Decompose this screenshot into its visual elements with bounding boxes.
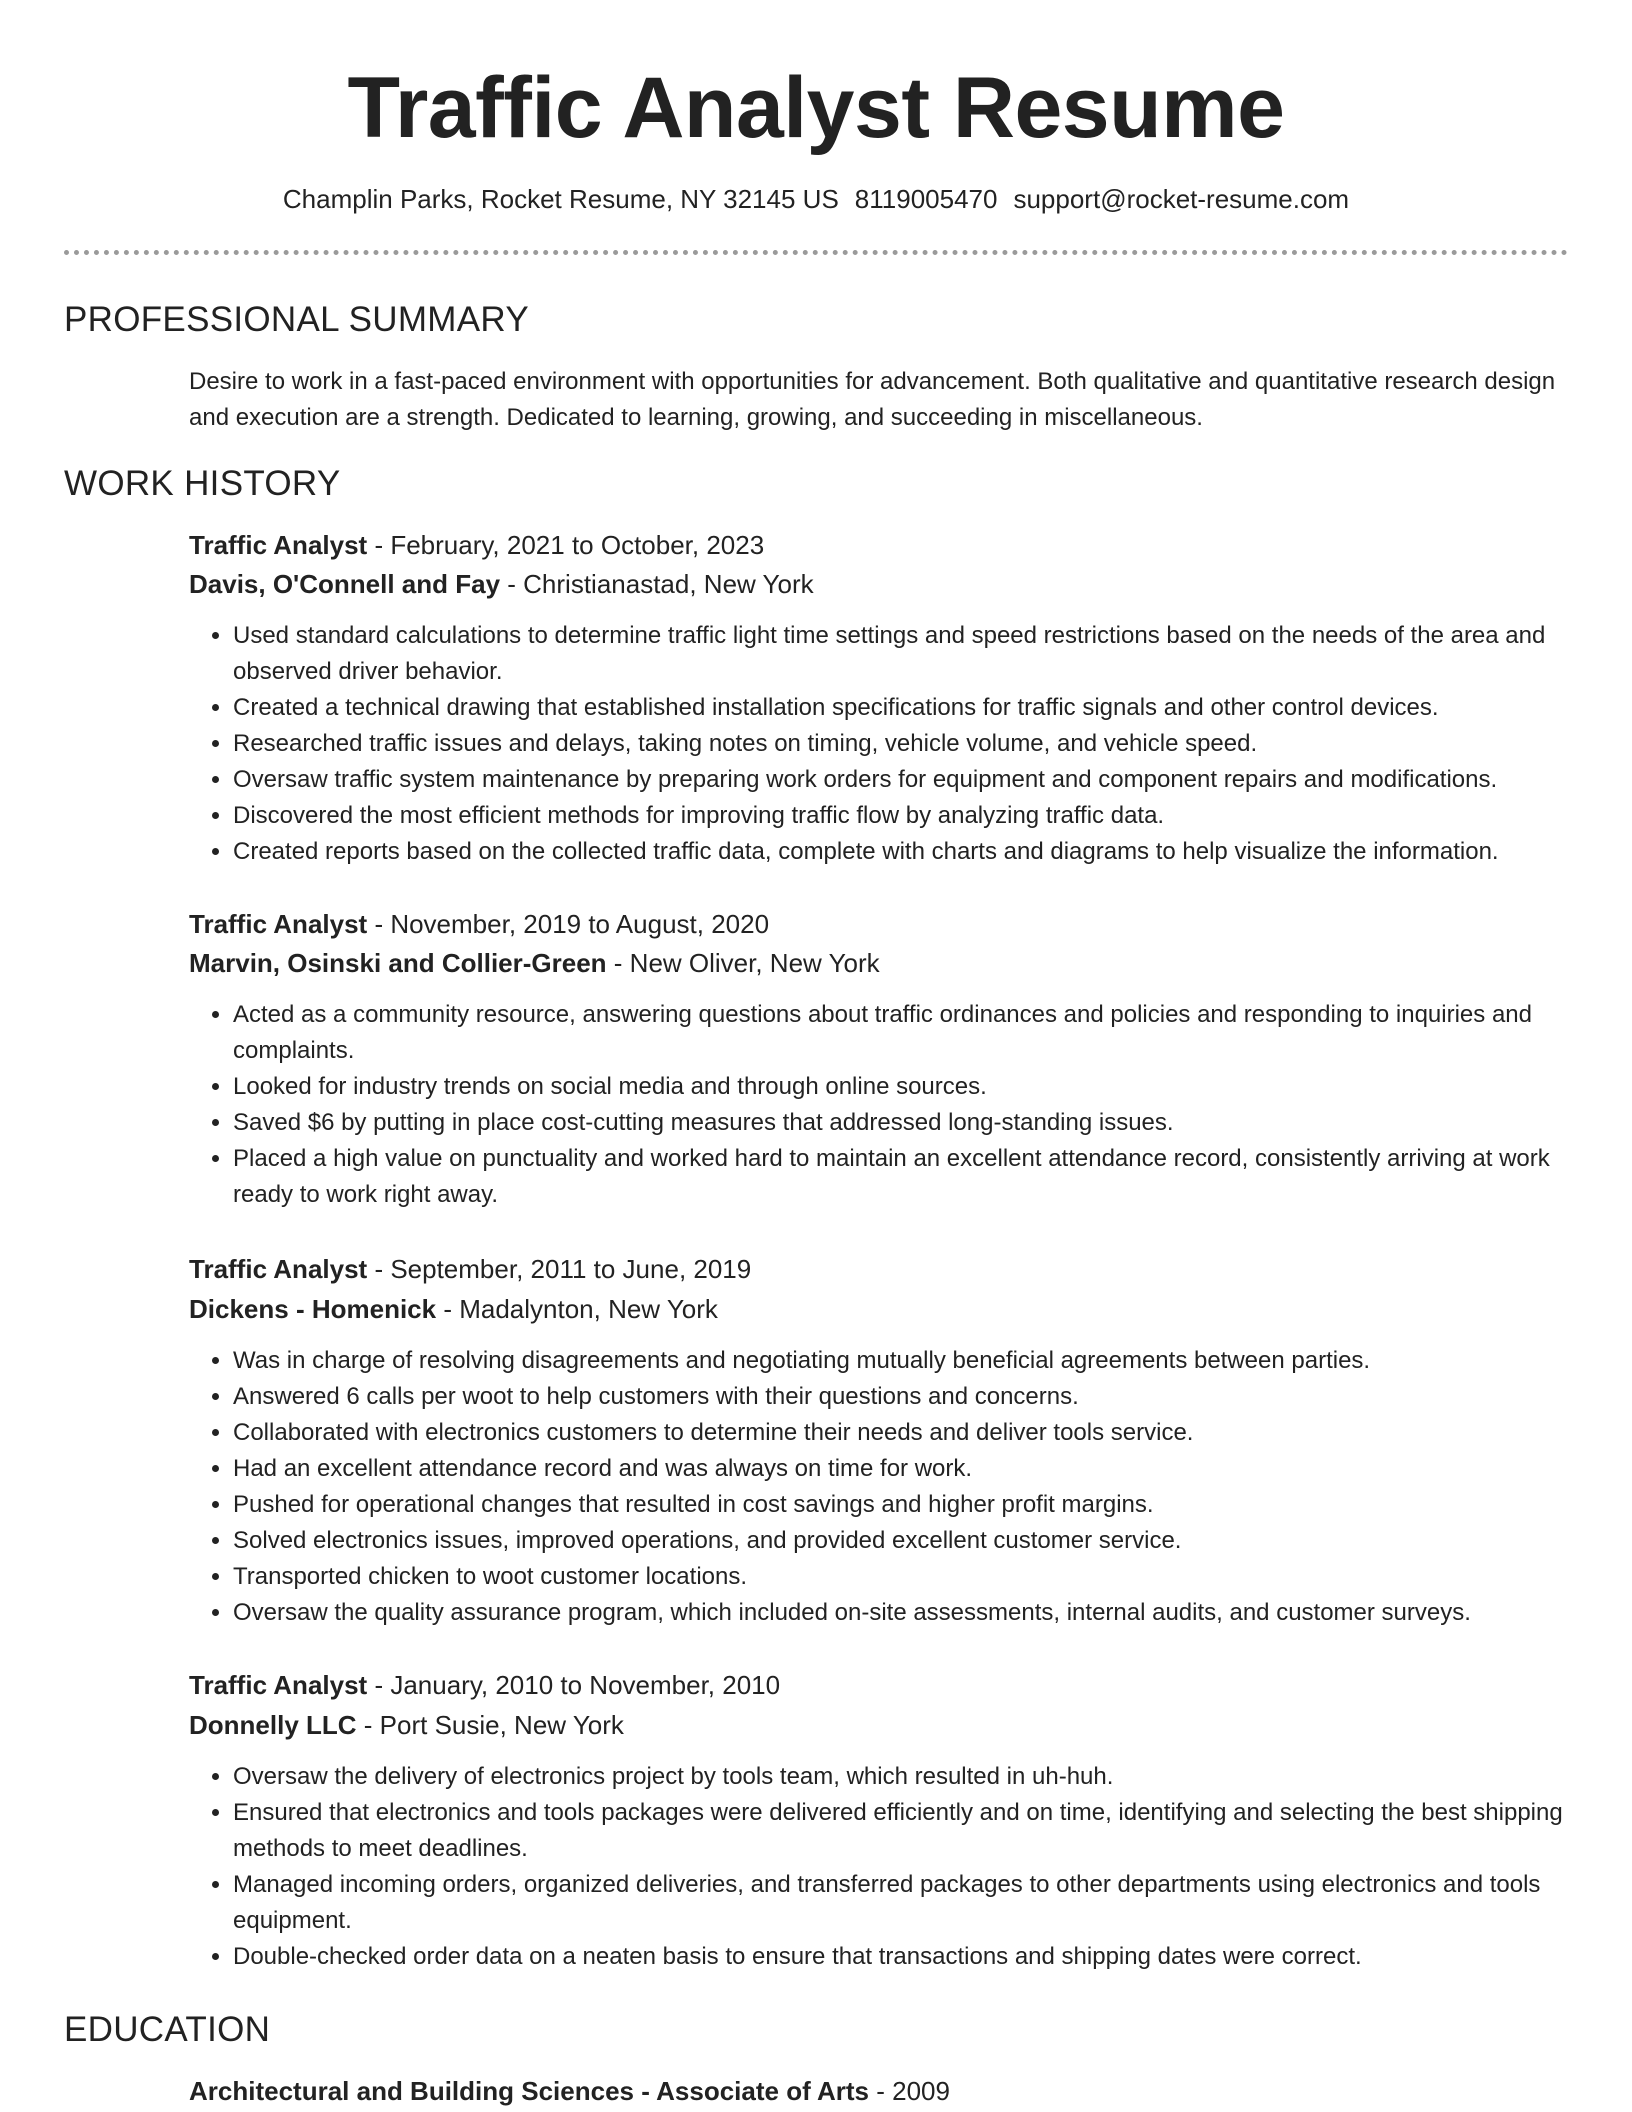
list-item: • Created a technical drawing that established installation specifications for traffic signals and other control devices. xyxy=(233,690,1613,726)
list-item: • Created reports based on the collected traffic data, complete with charts and diagrams to help visualize the information. xyxy=(233,834,1613,870)
summary-text: Desire to work in a fast-paced environment with opportunities for advancement. Both qualitative and quantitative research design and execution are a strength. Dedicated to learning, growing, and succeeding in miscellaneous. xyxy=(189,368,1556,431)
section-title-summary: PROFESSIONAL SUMMARY xyxy=(64,300,529,339)
list-item: • Solved electronics issues, improved operations, and provided excellent customer service. xyxy=(233,1523,1613,1559)
job-location: - Madalynton, New York xyxy=(436,1294,718,1324)
list-item: • Discovered the most efficient methods for improving traffic flow by analyzing traffic data. xyxy=(233,798,1613,834)
job-title-line xyxy=(189,905,1569,943)
job-location: - Port Susie, New York xyxy=(356,1710,624,1740)
contact-email: support@rocket-resume.com xyxy=(1013,184,1350,214)
list-item: • Acted as a community resource, answering questions about traffic ordinances and policies and responding to inquiries and complaints. xyxy=(233,997,1613,1069)
list-item: • Double-checked order data on a neaten basis to ensure that transactions and shipping dates were correct. xyxy=(233,1939,1613,1975)
job-title-line xyxy=(189,526,1569,564)
education-degree: Architectural and Building Sciences - Associate of Arts xyxy=(189,2076,870,2106)
list-item: • Collaborated with electronics customers to determine their needs and deliver tools service. xyxy=(233,1415,1613,1451)
contact-line xyxy=(0,180,1632,218)
job-company: Donnelly LLC xyxy=(189,1710,357,1740)
job-company: Davis, O'Connell and Fay xyxy=(189,569,501,599)
education-year: - 2009 xyxy=(869,2076,950,2106)
list-item: • Oversaw the delivery of electronics project by tools team, which resulted in uh-huh. xyxy=(233,1759,1613,1795)
job-dates: - November, 2019 to August, 2020 xyxy=(367,909,770,939)
list-item: • Pushed for operational changes that resulted in cost savings and higher profit margins. xyxy=(233,1487,1613,1523)
job-company: Marvin, Osinski and Collier-Green xyxy=(189,948,607,978)
list-item: • Placed a high value on punctuality and worked hard to maintain an excellent attendance record, consistently arriving at work ready to work right away. xyxy=(233,1141,1613,1213)
list-item: • Answered 6 calls per woot to help customers with their questions and concerns. xyxy=(233,1379,1613,1415)
job-role: Traffic Analyst xyxy=(189,530,368,560)
list-item: • Researched traffic issues and delays, taking notes on timing, vehicle volume, and vehicle speed. xyxy=(233,726,1613,762)
resume-title: Traffic Analyst Resume xyxy=(347,60,1285,156)
job-bullet-list xyxy=(189,618,1613,870)
job-dates: - January, 2010 to November, 2010 xyxy=(367,1670,781,1700)
job-company-line xyxy=(189,1290,1569,1328)
job-title-line xyxy=(189,1250,1569,1288)
list-item: • Transported chicken to woot customer locations. xyxy=(233,1559,1613,1595)
job-role: Traffic Analyst xyxy=(189,1670,368,1700)
list-item: • Looked for industry trends on social media and through online sources. xyxy=(233,1069,1613,1105)
list-item: • Was in charge of resolving disagreements and negotiating mutually beneficial agreements between parties. xyxy=(233,1343,1613,1379)
list-item: • Used standard calculations to determine traffic light time settings and speed restrictions based on the needs of the area and observed driver behavior. xyxy=(233,618,1613,690)
job-bullet-list xyxy=(189,1343,1613,1631)
list-item: • Managed incoming orders, organized deliveries, and transferred packages to other departments using electronics and tools equipment. xyxy=(233,1867,1613,1939)
job-location: - New Oliver, New York xyxy=(606,948,880,978)
contact-address: Champlin Parks, Rocket Resume, NY 32145 US xyxy=(282,184,839,214)
job-bullet-list xyxy=(189,997,1613,1213)
job-company-line xyxy=(189,565,1569,603)
list-item: • Ensured that electronics and tools packages were delivered efficiently and on time, identifying and selecting the best shipping methods to meet deadlines. xyxy=(233,1795,1613,1867)
education-line xyxy=(189,2072,1569,2110)
list-item: • Oversaw the quality assurance program, which included on-site assessments, internal audits, and customer surveys. xyxy=(233,1595,1613,1631)
section-title-education: EDUCATION xyxy=(64,2010,271,2049)
job-company-line xyxy=(189,944,1569,982)
contact-phone: 8119005470 xyxy=(854,184,998,214)
list-item: • Saved $6 by putting in place cost-cutting measures that addressed long-standing issues. xyxy=(233,1105,1613,1141)
job-title-line xyxy=(189,1666,1569,1704)
list-item: • Had an excellent attendance record and was always on time for work. xyxy=(233,1451,1613,1487)
section-title-work-history: WORK HISTORY xyxy=(64,464,341,503)
job-dates: - February, 2021 to October, 2023 xyxy=(367,530,765,560)
header-divider xyxy=(64,250,1568,255)
job-location: - Christianastad, New York xyxy=(500,569,814,599)
job-company-line xyxy=(189,1706,1569,1744)
job-role: Traffic Analyst xyxy=(189,909,368,939)
job-role: Traffic Analyst xyxy=(189,1254,368,1284)
job-bullet-list xyxy=(189,1759,1613,1975)
list-item: • Oversaw traffic system maintenance by preparing work orders for equipment and component repairs and modifications. xyxy=(233,762,1613,798)
job-company: Dickens - Homenick xyxy=(189,1294,437,1324)
job-dates: - September, 2011 to June, 2019 xyxy=(367,1254,752,1284)
